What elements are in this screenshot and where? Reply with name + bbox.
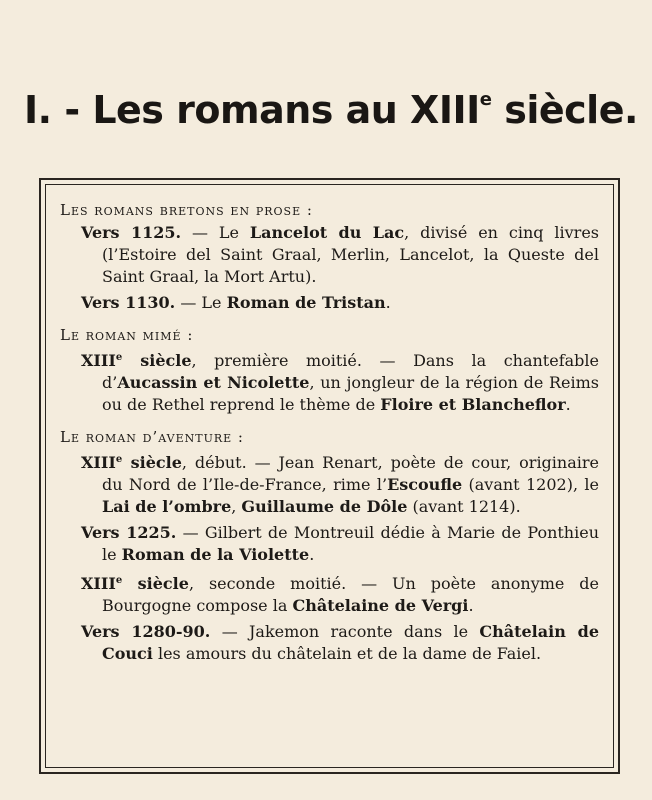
work-title: Guillaume de Dôle	[241, 497, 408, 516]
entry-date: Vers 1225.	[81, 523, 177, 542]
content-frame	[39, 178, 620, 774]
entry-text: .	[565, 395, 571, 414]
work-title: Escoufle	[387, 475, 463, 494]
entry-date: Vers 1130.	[81, 293, 176, 312]
section-heading: Les romans bretons en prose :	[60, 201, 313, 219]
title-tail: siècle.	[491, 88, 638, 132]
entry-text: — Gilbert de Montreuil dédie à Marie de Ponthieu le	[102, 523, 600, 564]
entry-text: , début. — Jean Renart, poète de cour, originaire du Nord de l’Ile-de-France, rime l’	[102, 453, 599, 494]
date-sup: e	[115, 454, 123, 465]
section-heading: Le roman d’aventure :	[60, 428, 244, 446]
entry-text: , divisé en cinq livres (l’Estoire del Saint Graal, Merlin, Lancelot, la Queste del Saint Graal, la Mort Artu).	[102, 223, 600, 286]
date-tail: siècle	[122, 351, 192, 370]
date-sup: e	[115, 352, 123, 363]
work-title: Roman de Tristan	[226, 293, 386, 312]
work-title: Châtelaine de Vergi	[292, 596, 469, 615]
work-title: Aucassin et Nicolette	[117, 373, 310, 392]
entry-text: (avant 1202), le	[462, 475, 600, 494]
entry-text: , un jongleur de la région de Reims ou de Rethel reprend le thème de	[102, 373, 600, 414]
entry-date: Vers 1125.	[81, 223, 182, 242]
entry	[60, 522, 599, 566]
entry-text: , première moitié. — Dans la chantefable d’	[102, 351, 599, 392]
title-text: - Les romans au XIII	[64, 88, 480, 132]
date-century: XIII	[81, 574, 116, 593]
title-sup: e	[479, 89, 492, 110]
entry-date	[81, 351, 192, 370]
entry	[60, 449, 599, 518]
entry-text: (avant 1214).	[407, 497, 521, 516]
work-title: Lai de l’ombre	[102, 497, 232, 516]
content-frame-inner	[45, 184, 614, 768]
date-tail: siècle	[122, 453, 182, 472]
entry-text: .	[468, 596, 474, 615]
entry-text: — Le	[181, 223, 250, 242]
entry	[60, 621, 599, 665]
work-title: Lancelot du Lac	[249, 223, 405, 242]
entry	[60, 347, 599, 416]
entry-text: .	[309, 545, 315, 564]
entry	[60, 292, 599, 314]
entry-date	[81, 574, 189, 593]
title-roman: I.	[24, 88, 52, 132]
entry	[60, 570, 599, 617]
page-title	[24, 88, 638, 132]
section-heading: Le roman mimé :	[60, 326, 194, 344]
entry-text: — Jakemon raconte dans le	[210, 622, 480, 641]
work-title: Châtelain de Couci	[102, 622, 600, 663]
entry-date	[81, 453, 182, 472]
entry-text: — Le	[175, 293, 227, 312]
entry-date: Vers 1280-90.	[81, 622, 211, 641]
entry-text: , seconde moitié. — Un poète anonyme de Bourgogne compose la	[102, 574, 600, 615]
entry-text: .	[385, 293, 391, 312]
work-title: Roman de la Violette	[121, 545, 310, 564]
entry-text: les amours du châtelain et de la dame de Faiel.	[152, 644, 542, 663]
entry	[60, 222, 599, 288]
date-tail: siècle	[122, 574, 189, 593]
section-roman-mime	[60, 324, 599, 416]
section-roman-aventure	[60, 426, 599, 665]
date-sup: e	[115, 575, 123, 586]
work-title: Floire et Blancheflor	[380, 395, 566, 414]
date-century: XIII	[81, 453, 116, 472]
date-century: XIII	[81, 351, 116, 370]
entry-text: ,	[231, 497, 242, 516]
section-romans-bretons	[60, 199, 599, 314]
